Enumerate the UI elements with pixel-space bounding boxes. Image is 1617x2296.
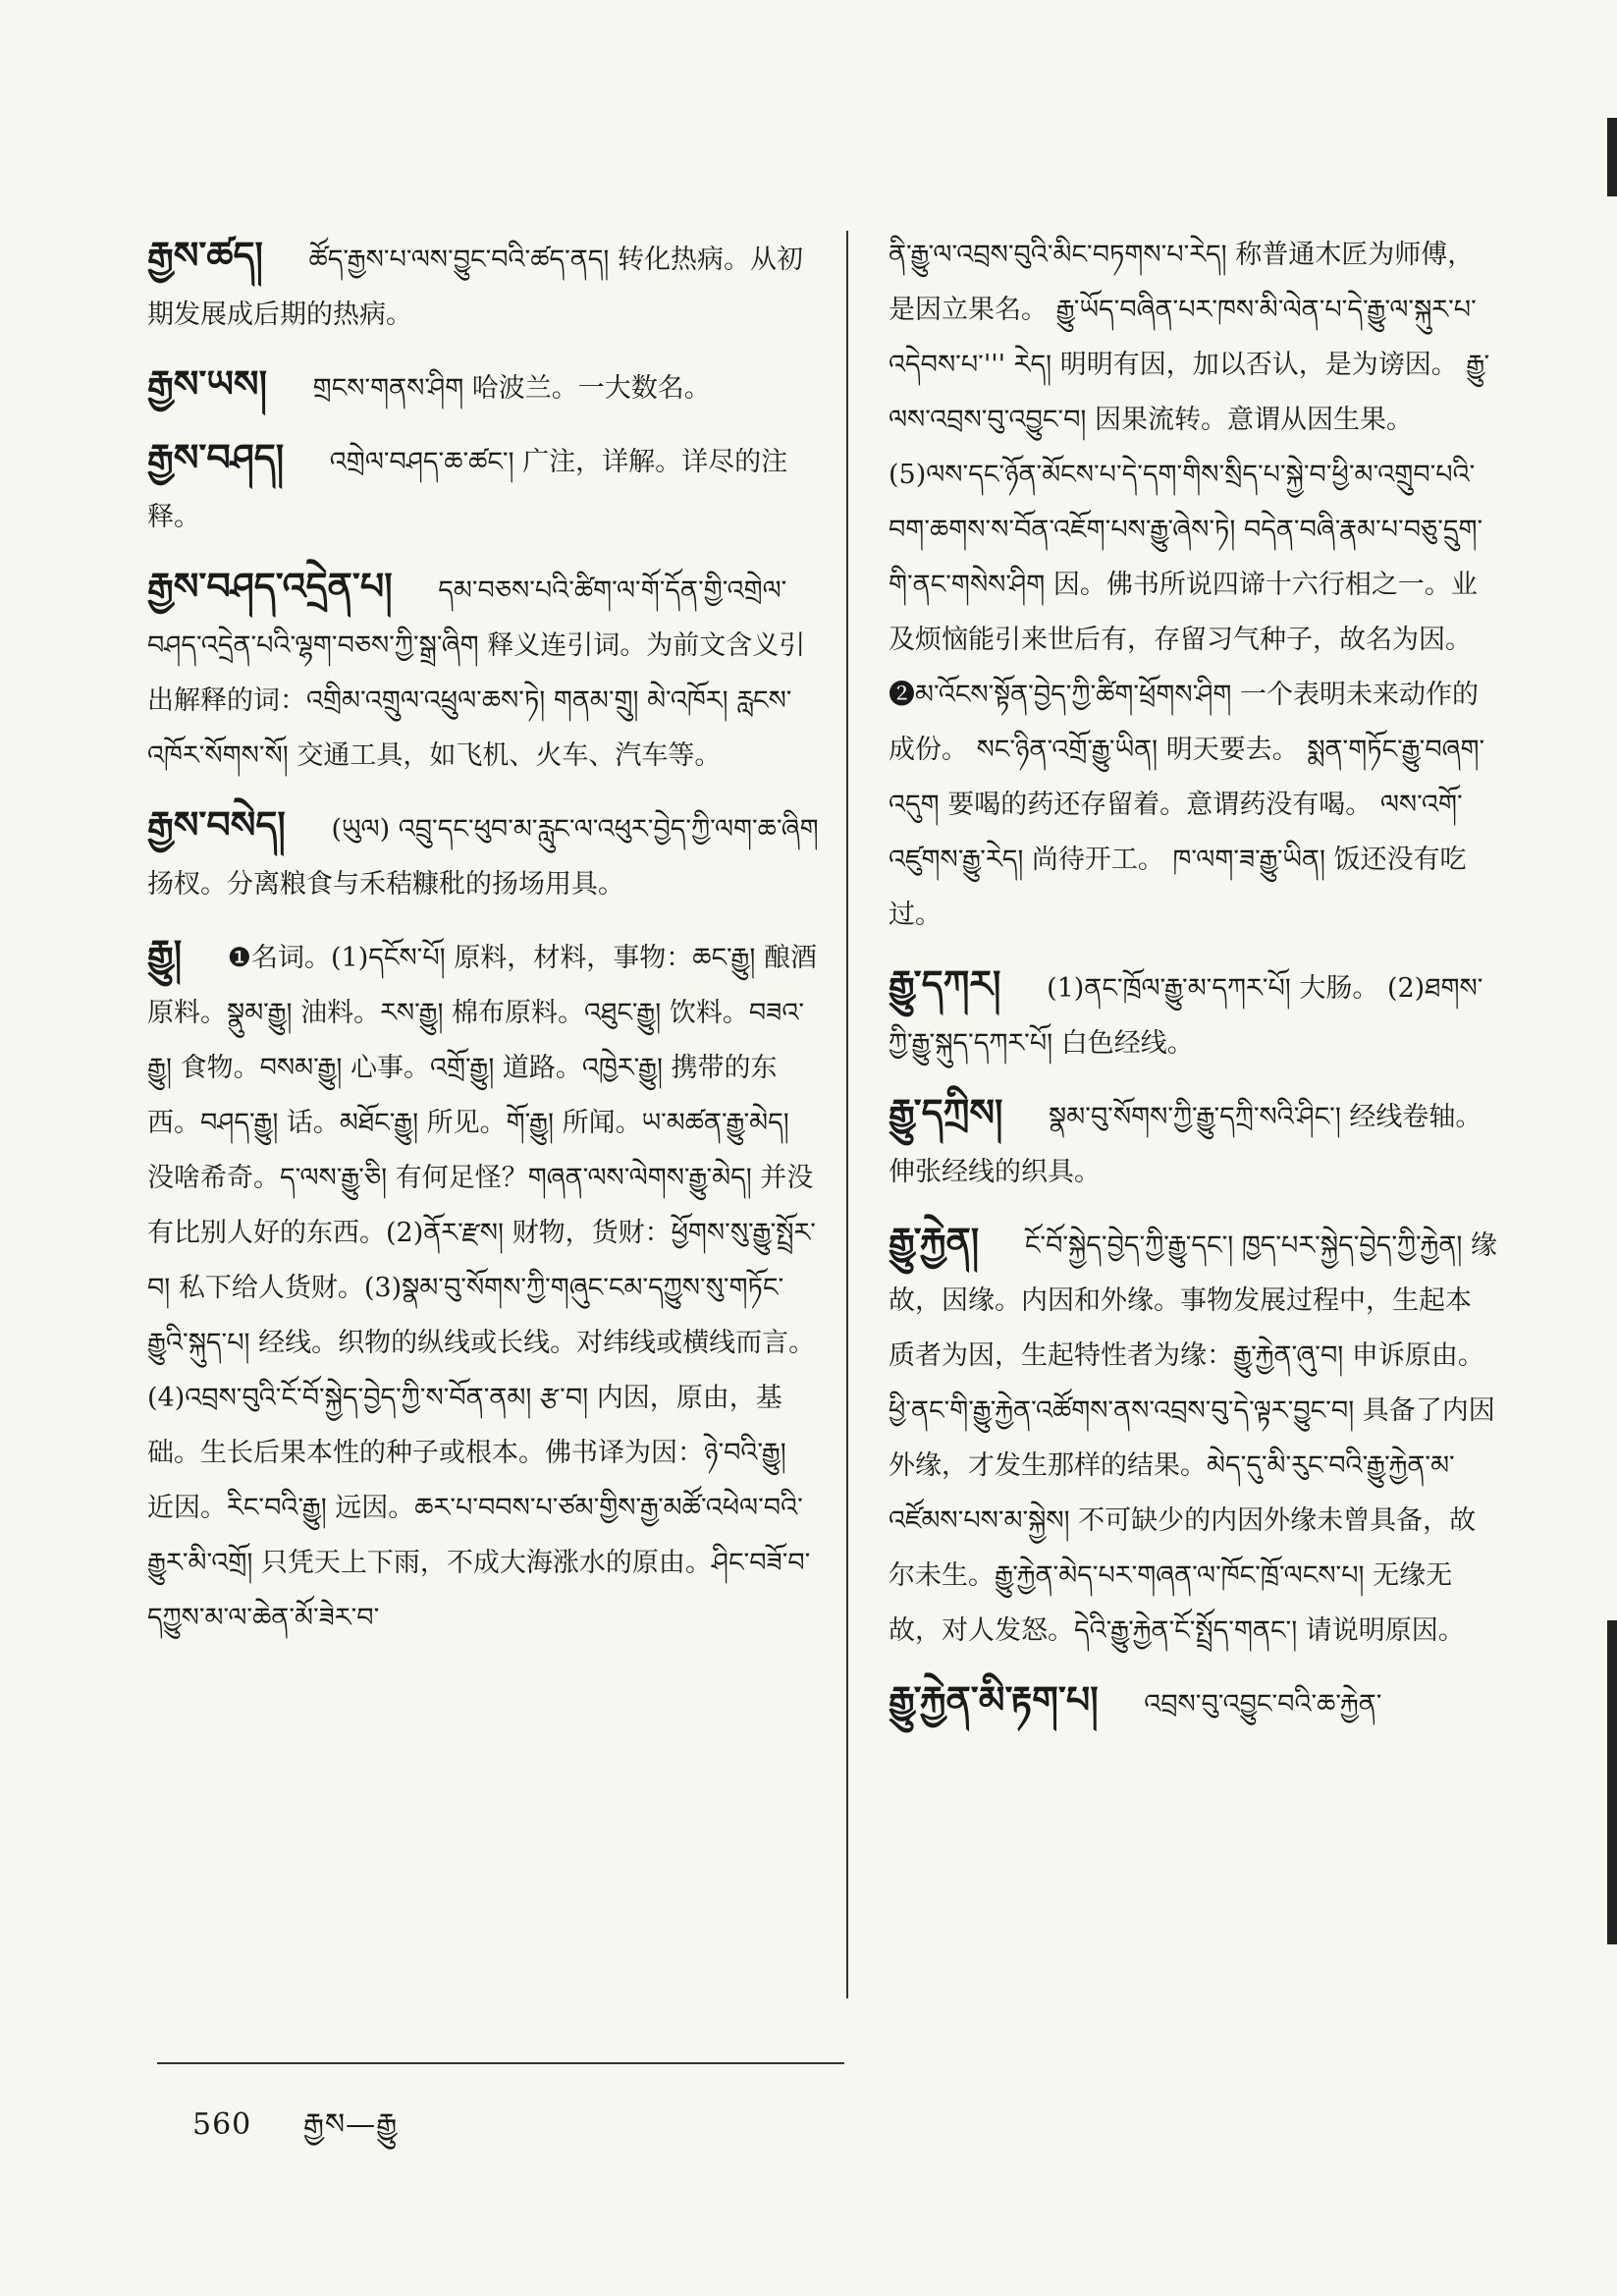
entry-definition: གྲངས་གནས་ཤིག 哈波兰。一大数名。 <box>312 373 711 404</box>
entry-headword: རྒྱུ། <box>147 931 183 975</box>
entry-headword: རྒྱས་བཤད་འདྲེན་པ། <box>147 564 393 608</box>
entry-headword: རྒྱུ་དཀར། <box>889 961 1001 1006</box>
entry-headword: རྒྱུ་རྐྱེན་མི་རྟག་པ། <box>889 1677 1099 1722</box>
entry-headword: རྒྱས་བཤད། <box>147 435 285 479</box>
entry-headword: རྒྱས་ཚད། <box>147 233 263 277</box>
left-column <box>147 228 820 1660</box>
dictionary-entry <box>147 797 820 912</box>
dictionary-entry <box>147 228 820 343</box>
entry-headword: རྒྱུ་དཀྲིས། <box>889 1090 1003 1134</box>
entry-definition: (ཡུལ) འབྲུ་དང་ཕུབ་མ་རླུང་ལ་འཕུར་བྱེད་ཀྱི་ལག་ཆ་ཞིག 扬杈。分离粮食与禾秸糠秕的扬场用具。 <box>147 814 819 900</box>
dictionary-entry <box>889 957 1497 1071</box>
entry-definition: ཚོད་རྒྱས་པ་ལས་བྱུང་བའི་ཚད་ནད། 转化热病。从初期发展成后期的热病。 <box>147 245 803 330</box>
entry-headword: རྒྱས་ཡས། <box>147 361 268 406</box>
entry-definition: ❶名词。(1)དངོས་པོ། 原料，材料，事物：ཆང་རྒྱུ། 酿酒原料。སྣུམ་རྒྱུ། 油料。རས་རྒྱུ། 棉布原料。འཐུང་རྒྱུ། 饮料。བཟའ་རྒྱུ། 食物。བསམ་རྒྱུ། 心事。འགྲོ་རྒྱུ། 道路。འཁྱེར་རྒྱུ། 携带的东西。བཤད་རྒྱུ། 话。མཐོང་རྒྱུ། 所见。གོ་རྒྱུ། 所闻。ཡ་མཚན་རྒྱུ་མེད། 没啥希奇。ད་ལས་རྒྱུ་ཅི། 有何足怪？གཞན་ལས་ལེགས་རྒྱུ་མེད། 并没有比别人好的东西。(2)ནོར་རྫས། 财物，货财：ཕྱོགས་སུ་རྒྱུ་སྤྲོར་བ། 私下给人货财。(3)སྣམ་བུ་སོགས་ཀྱི་གཞུང་ངམ་དཀྱུས་སུ་གཏོང་རྒྱུའི་སྐུད་པ། 经线。织物的纵线或长线。对纬线或横线而言。(4)འབྲས་བུའི་ངོ་བོ་སྐྱེད་བྱེད་ཀྱི་ས་བོན་ནམ། རྩ་བ། 内因，原由，基础。生长后果本性的种子或根本。佛书译为因：ཉེ་བའི་རྒྱུ། 近因。རིང་བའི་རྒྱུ། 远因。ཆར་པ་བབས་པ་ཙམ་གྱིས་རྒྱ་མཚོ་འཕེལ་བའི་རྒྱུར་མི་འགྲོ། 只凭天上下雨，不成大海涨水的原由。ཤིང་བཟོ་བ་དཀྱུས་མ་ལ་ཆེན་མོ་ཟེར་བ་ <box>147 943 817 1633</box>
entry-definition: སྣམ་བུ་སོགས་ཀྱི་རྒྱུ་དཀྲི་སའི་ཤིང་། 经线卷轴。伸张经线的织具。 <box>889 1102 1482 1187</box>
scan-edge-mark <box>1607 1620 1617 1944</box>
dictionary-entry <box>889 1214 1497 1659</box>
entry-definition: (1)ནང་ཁྲོལ་རྒྱུ་མ་དཀར་པོ། 大肠。 (2)ཐགས་ཀྱི་རྒྱུ་སྐུད་དཀར་པོ། 白色经线。 <box>889 973 1483 1059</box>
page-range: རྒྱས—རྒྱུ <box>302 2107 399 2142</box>
dictionary-entry <box>889 1085 1497 1200</box>
dictionary-entry <box>147 926 820 1646</box>
dictionary-entry <box>147 356 820 416</box>
dictionary-entry <box>147 559 820 784</box>
entry-definition: འགྲེལ་བཤད་ཆ་ཚང་། 广注，详解。详尽的注释。 <box>147 447 788 532</box>
page-number: 560 <box>192 2107 252 2142</box>
footer-rule <box>157 2062 844 2064</box>
entry-definition: ནི་རྒྱུ་ལ་འབྲས་བུའི་མིང་བཏགས་པ་རེད། 称普通木匠为师傅，是因立果名。 རྒྱུ་ཡོད་བཞིན་པར་ཁས་མི་ལེན་པ་དེ་རྒྱུ་ལ་སྐུར་པ་འདེབས་པ་''' རེད། 明明有因，加以否认，是为谤因。 རྒྱུ་ལས་འབྲས་བུ་འབྱུང་བ། 因果流转。意谓从因生果。 (5)ལས་དང་ཉོན་མོངས་པ་དེ་དག་གིས་སྲིད་པ་སྐྱེ་བ་ཕྱི་མ་འགྲུབ་པའི་བག་ཆགས་ས་བོན་འཇོག་པས་རྒྱུ་ཞེས་ཏེ། བདེན་བཞི་རྣམ་པ་བཅུ་དྲུག་གི་ནང་གསེས་ཤིག 因。佛书所说四谛十六行相之一。业及烦恼能引来世后有，存留习气种子，故名为因。❷མ་འོངས་སྟོན་བྱེད་ཀྱི་ཚིག་ཕྲོགས་ཤིག 一个表明未来动作的成份。 སང་ཉིན་འགྲོ་རྒྱུ་ཡིན། 明天要去。 སྨན་གཏོང་རྒྱུ་བཞག་འདུག 要喝的药还存留着。意谓药没有喝。 ལས་འགོ་འཛུགས་རྒྱུ་རེད། 尚待开工。 ཁ་ལག་ཟ་རྒྱུ་ཡིན། 饭还没有吃过。 <box>889 240 1490 930</box>
dictionary-entry-continued <box>889 228 1497 943</box>
page-footer <box>192 2092 398 2174</box>
dictionary-entry <box>889 1672 1497 1732</box>
scan-edge-mark <box>1607 118 1617 196</box>
entry-definition: འབྲས་བུ་འབྱུང་བའི་ཆ་རྐྱེན་ <box>1144 1689 1382 1720</box>
right-column <box>889 228 1497 1746</box>
entry-definition: དམ་བཅས་པའི་ཚིག་ལ་གོ་དོན་གྱི་འགྲེལ་བཤད་འདྲེན་པའི་ལྷག་བཅས་ཀྱི་སྒྲ་ཞིག 释义连引词。为前文含义引出解释的词：འགྲིམ་འགྲུལ་འཕྲུལ་ཆས་ཏེ། གནམ་གྲུ། མེ་འཁོར། རླངས་འཁོར་སོགས་སོ། 交通工具，如飞机、火车、汽车等。 <box>147 575 806 771</box>
entry-headword: རྒྱས་བསེད། <box>147 802 286 847</box>
dictionary-entry <box>147 430 820 545</box>
entry-definition: ངོ་བོ་སྐྱེད་བྱེད་ཀྱི་རྒྱུ་དང་། ཁྱད་པར་སྐྱེད་བྱེད་ཀྱི་རྐྱེན། 缘故，因缘。内因和外缘。事物发展过程中，生起本质者为因，生起特性者为缘：རྒྱུ་རྐྱེན་ཞུ་བ། 申诉原由。ཕྱི་ནང་གི་རྒྱུ་རྐྱེན་འཚོགས་ནས་འབྲས་བུ་དེ་ལྟར་བྱུང་བ། 具备了内因外缘，才发生那样的结果。མེད་དུ་མི་རུང་བའི་རྒྱུ་རྐྱེན་མ་འཛོམས་པས་མ་སྐྱེས། 不可缺少的内因外缘未曾具备，故尔未生。རྒྱུ་རྐྱེན་མེད་པར་གཞན་ལ་ཁོང་ཁྲོ་ལངས་པ། 无缘无故，对人发怒。དེའི་རྒྱུ་རྐྱེན་ངོ་སྤྲོད་གནང་། 请说明原因。 <box>889 1230 1497 1646</box>
entry-headword: རྒྱུ་རྐྱེན། <box>889 1219 980 1263</box>
column-divider <box>846 231 848 1998</box>
